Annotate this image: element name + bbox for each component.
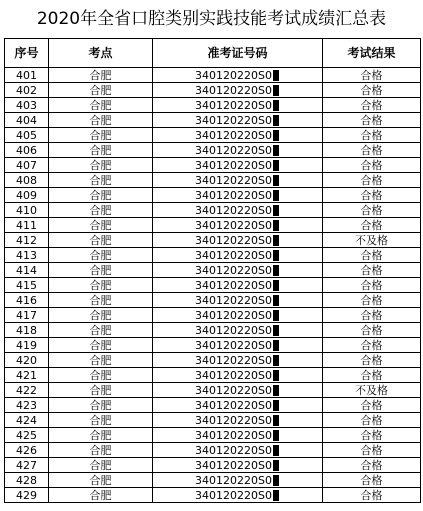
row-number: 409 [5,188,49,203]
row-site: 合肥 [49,68,153,83]
row-exam-id [153,173,323,188]
row-exam-id [153,323,323,338]
table-row [5,203,421,218]
redaction-mark [273,70,279,81]
table-row [5,113,421,128]
exam-id-text: 340120220S0 [195,278,272,292]
row-number: 425 [5,428,49,443]
row-number: 402 [5,83,49,98]
row-exam-id [153,203,323,218]
table-row [5,218,421,233]
table-row [5,173,421,188]
row-number: 427 [5,458,49,473]
exam-id-text: 340120220S0 [195,353,272,367]
redaction-mark [273,415,279,426]
row-number: 405 [5,128,49,143]
row-result: 合格 [323,113,421,128]
row-number: 408 [5,173,49,188]
row-site: 合肥 [49,173,153,188]
exam-id-text: 340120220S0 [195,218,272,232]
row-result: 合格 [323,98,421,113]
row-site: 合肥 [49,428,153,443]
row-site: 合肥 [49,248,153,263]
table-header-row [5,39,421,68]
row-exam-id [153,443,323,458]
redaction-mark [273,445,279,456]
row-number: 423 [5,398,49,413]
page-title: 2020年全省口腔类别实践技能考试成绩汇总表 [36,9,387,29]
redaction-mark [273,310,279,321]
row-exam-id [153,383,323,398]
redaction-mark [273,250,279,261]
redaction-mark [273,340,279,351]
row-exam-id [153,248,323,263]
exam-id-text: 340120220S0 [195,443,272,457]
redaction-mark [273,400,279,411]
row-number: 403 [5,98,49,113]
row-result: 合格 [323,308,421,323]
row-site: 合肥 [49,158,153,173]
row-result: 合格 [323,488,421,503]
exam-id-text: 340120220S0 [195,398,272,412]
row-result: 合格 [323,173,421,188]
exam-id-text: 340120220S0 [195,143,272,157]
exam-id-text: 340120220S0 [195,188,272,202]
row-number: 429 [5,488,49,503]
row-exam-id [153,158,323,173]
redaction-mark [273,115,279,126]
redaction-mark [273,205,279,216]
exam-id-text: 340120220S0 [195,248,272,262]
exam-id-text: 340120220S0 [195,323,272,337]
row-exam-id [153,128,323,143]
row-exam-id [153,113,323,128]
redaction-mark [273,175,279,186]
row-result: 合格 [323,158,421,173]
row-site: 合肥 [49,218,153,233]
redaction-mark [273,265,279,276]
row-exam-id [153,338,323,353]
row-site: 合肥 [49,383,153,398]
row-result: 合格 [323,458,421,473]
row-site: 合肥 [49,368,153,383]
row-result: 合格 [323,68,421,83]
exam-id-text: 340120220S0 [195,203,272,217]
row-result: 合格 [323,143,421,158]
redaction-mark [273,370,279,381]
row-number: 417 [5,308,49,323]
row-site: 合肥 [49,458,153,473]
redaction-mark [273,490,279,501]
row-exam-id [153,83,323,98]
exam-id-text: 340120220S0 [195,293,272,307]
redaction-mark [273,130,279,141]
exam-id-text: 340120220S0 [195,488,272,502]
row-site: 合肥 [49,353,153,368]
table-row [5,98,421,113]
redaction-mark [273,460,279,471]
row-site: 合肥 [49,113,153,128]
row-number: 406 [5,143,49,158]
header-exam-id: 准考证号码 [153,39,323,68]
table-row [5,143,421,158]
row-site: 合肥 [49,203,153,218]
exam-id-text: 340120220S0 [195,428,272,442]
row-number: 416 [5,293,49,308]
exam-id-text: 340120220S0 [195,233,272,247]
redaction-mark [273,235,279,246]
row-number: 424 [5,413,49,428]
table-row [5,338,421,353]
row-site: 合肥 [49,323,153,338]
row-exam-id [153,353,323,368]
exam-id-text: 340120220S0 [195,158,272,172]
exam-id-text: 340120220S0 [195,128,272,142]
row-result: 合格 [323,278,421,293]
redaction-mark [273,160,279,171]
redaction-mark [273,280,279,291]
row-result: 合格 [323,368,421,383]
exam-id-text: 340120220S0 [195,68,272,82]
row-site: 合肥 [49,413,153,428]
table-row [5,323,421,338]
table-row [5,413,421,428]
table-row [5,443,421,458]
row-exam-id [153,473,323,488]
row-exam-id [153,263,323,278]
exam-id-text: 340120220S0 [195,173,272,187]
table-row [5,128,421,143]
row-number: 414 [5,263,49,278]
header-result: 考试结果 [323,39,421,68]
redaction-mark [273,430,279,441]
row-site: 合肥 [49,278,153,293]
row-number: 401 [5,68,49,83]
row-exam-id [153,413,323,428]
exam-id-text: 340120220S0 [195,458,272,472]
row-exam-id [153,278,323,293]
table-row [5,458,421,473]
row-site: 合肥 [49,98,153,113]
row-result: 合格 [323,398,421,413]
row-result: 合格 [323,428,421,443]
row-result: 合格 [323,443,421,458]
row-site: 合肥 [49,233,153,248]
row-result: 合格 [323,293,421,308]
row-exam-id [153,458,323,473]
row-site: 合肥 [49,128,153,143]
exam-id-text: 340120220S0 [195,338,272,352]
redaction-mark [273,325,279,336]
row-site: 合肥 [49,488,153,503]
table-row [5,248,421,263]
redaction-mark [273,145,279,156]
row-result: 不及格 [323,233,421,248]
row-exam-id [153,398,323,413]
row-exam-id [153,488,323,503]
table-row [5,293,421,308]
table-row [5,83,421,98]
row-site: 合肥 [49,473,153,488]
row-site: 合肥 [49,338,153,353]
row-exam-id [153,188,323,203]
table-row [5,68,421,83]
redaction-mark [273,355,279,366]
row-exam-id [153,428,323,443]
table-row [5,278,421,293]
exam-id-text: 340120220S0 [195,473,272,487]
row-number: 412 [5,233,49,248]
row-number: 419 [5,338,49,353]
table-row [5,398,421,413]
row-result: 合格 [323,473,421,488]
exam-id-text: 340120220S0 [195,383,272,397]
row-result: 合格 [323,263,421,278]
row-exam-id [153,218,323,233]
results-table [4,38,421,503]
row-site: 合肥 [49,308,153,323]
row-exam-id [153,293,323,308]
row-site: 合肥 [49,398,153,413]
redaction-mark [273,85,279,96]
header-number: 序号 [5,39,49,68]
table-row [5,368,421,383]
row-number: 420 [5,353,49,368]
table-row [5,353,421,368]
row-result: 合格 [323,203,421,218]
row-number: 413 [5,248,49,263]
row-site: 合肥 [49,263,153,278]
exam-id-text: 340120220S0 [195,368,272,382]
row-number: 421 [5,368,49,383]
row-exam-id [153,98,323,113]
redaction-mark [273,295,279,306]
row-number: 404 [5,113,49,128]
row-number: 426 [5,443,49,458]
row-number: 415 [5,278,49,293]
redaction-mark [273,475,279,486]
table-row [5,383,421,398]
row-number: 422 [5,383,49,398]
row-result: 合格 [323,323,421,338]
row-number: 410 [5,203,49,218]
exam-id-text: 340120220S0 [195,263,272,277]
table-row [5,488,421,503]
row-result: 合格 [323,338,421,353]
row-number: 411 [5,218,49,233]
row-exam-id [153,233,323,248]
row-exam-id [153,308,323,323]
row-site: 合肥 [49,83,153,98]
row-result: 合格 [323,188,421,203]
row-site: 合肥 [49,188,153,203]
redaction-mark [273,385,279,396]
row-site: 合肥 [49,443,153,458]
redaction-mark [273,190,279,201]
exam-id-text: 340120220S0 [195,83,272,97]
row-number: 418 [5,323,49,338]
row-result: 合格 [323,353,421,368]
row-site: 合肥 [49,293,153,308]
row-exam-id [153,68,323,83]
table-row [5,158,421,173]
header-site: 考点 [49,39,153,68]
exam-id-text: 340120220S0 [195,113,272,127]
table-row [5,428,421,443]
exam-id-text: 340120220S0 [195,308,272,322]
table-row [5,233,421,248]
table-row [5,308,421,323]
row-number: 407 [5,158,49,173]
row-number: 428 [5,473,49,488]
row-site: 合肥 [49,143,153,158]
exam-id-text: 340120220S0 [195,98,272,112]
table-row [5,473,421,488]
row-result: 合格 [323,413,421,428]
table-body [5,68,421,503]
row-result: 合格 [323,128,421,143]
table-row [5,188,421,203]
exam-id-text: 340120220S0 [195,413,272,427]
table-row [5,263,421,278]
row-result: 合格 [323,248,421,263]
row-exam-id [153,143,323,158]
redaction-mark [273,220,279,231]
row-exam-id [153,368,323,383]
row-result: 不及格 [323,383,421,398]
redaction-mark [273,100,279,111]
row-result: 合格 [323,218,421,233]
row-result: 合格 [323,83,421,98]
